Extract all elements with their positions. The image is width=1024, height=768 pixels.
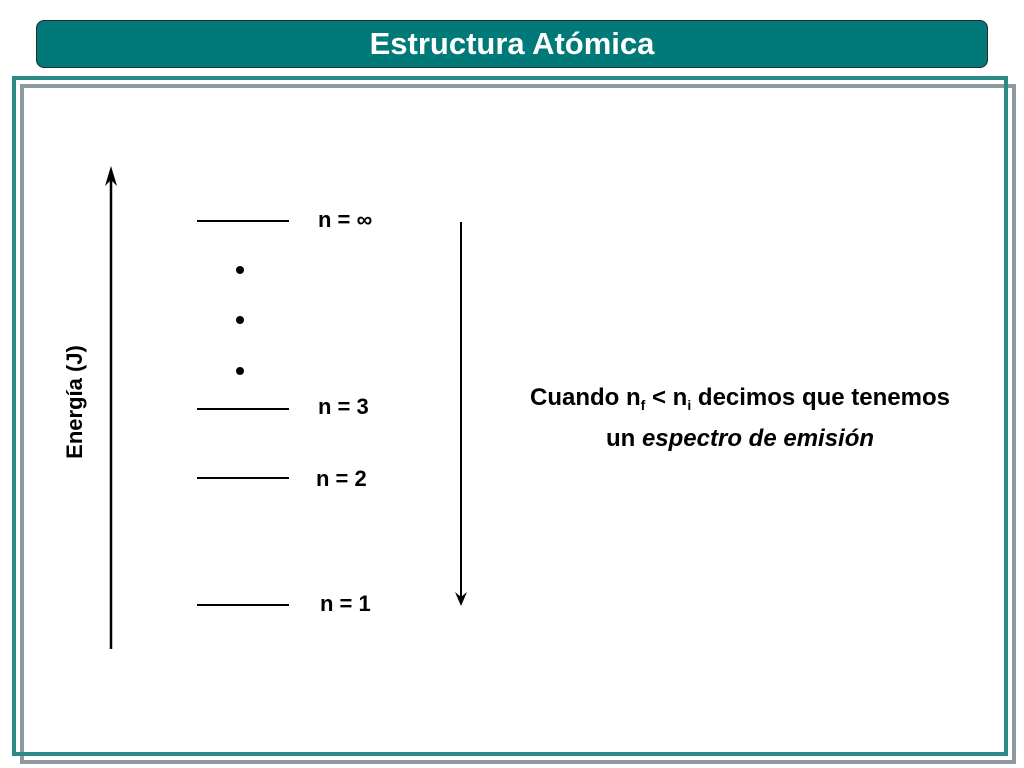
ellipsis-dot — [236, 316, 244, 324]
level-label-infinity: n = ∞ — [318, 207, 373, 232]
caption-line-1: Cuando $n_f < n_i$ decimos que tenemos — [530, 384, 950, 413]
level-label-2: n = 2 — [316, 466, 367, 491]
caption-line-2: un espectro de emisión — [605, 425, 875, 452]
energy-axis-label: Energía (J) — [62, 345, 87, 459]
page-title: Estructura Atómica — [369, 26, 655, 61]
ellipsis-dot — [236, 367, 244, 375]
level-label-3: n = 3 — [318, 394, 369, 419]
level-label-1: n = 1 — [320, 591, 371, 616]
ellipsis-dot — [236, 266, 244, 274]
emission-caption — [480, 381, 1000, 456]
